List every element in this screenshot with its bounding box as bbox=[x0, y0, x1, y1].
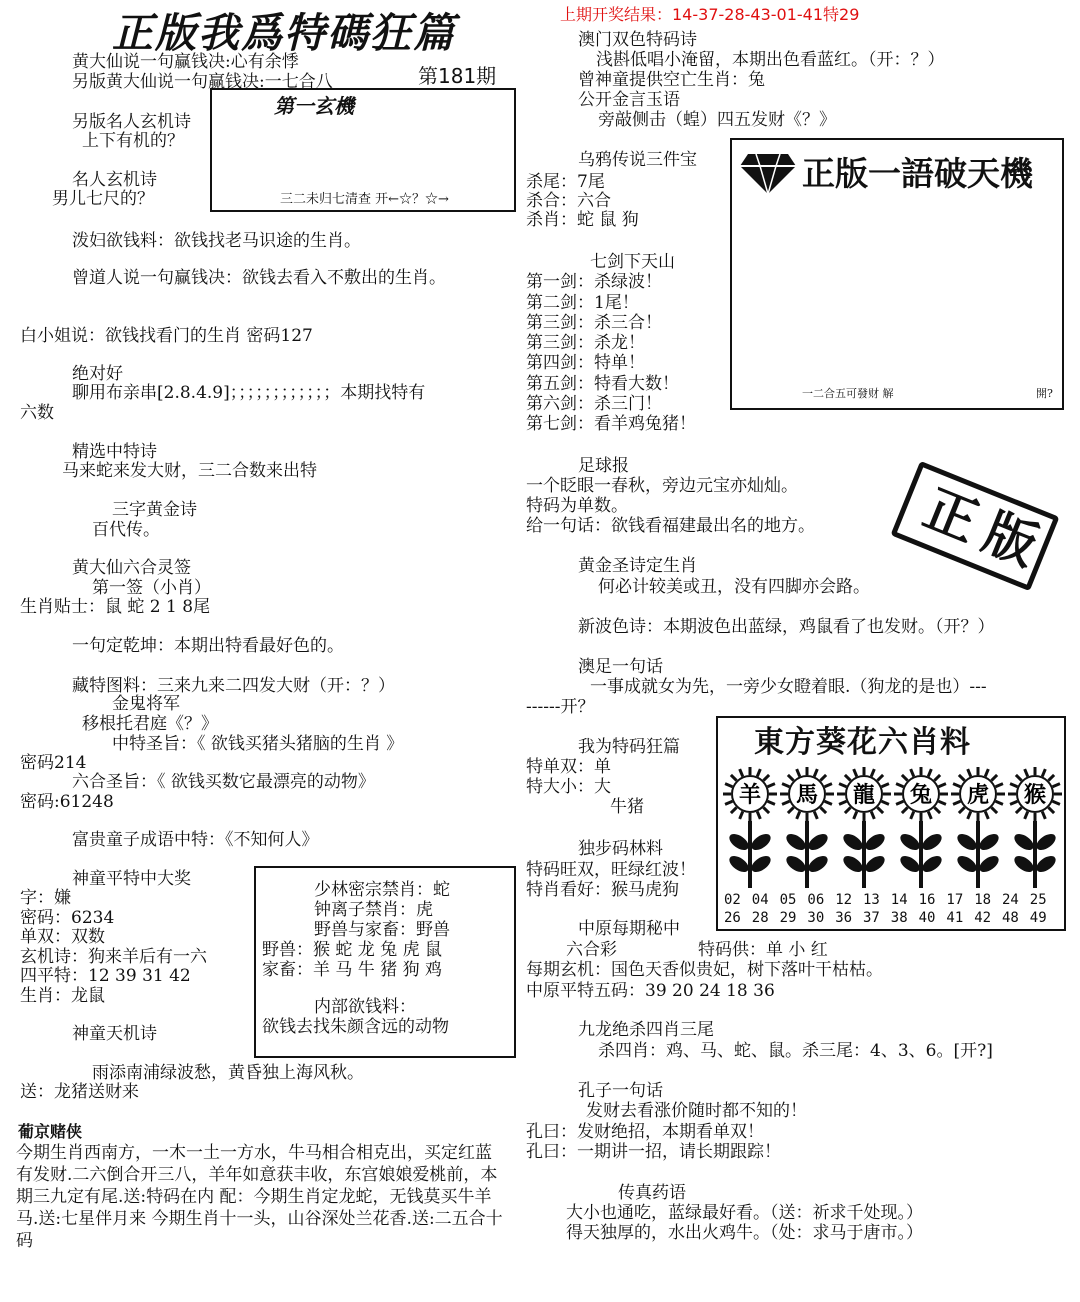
kuihua-number: 17 bbox=[946, 892, 964, 908]
left-line: 生肖贴士：鼠 蛇 2 1 8尾 bbox=[20, 597, 211, 617]
left-line: 白小姐说：欲钱找看门的生肖 密码127 bbox=[20, 326, 313, 346]
kuihua-number: 12 bbox=[835, 892, 853, 908]
yiyu-box bbox=[730, 138, 1064, 410]
right-line: 旁敲侧击（蝗）四五发财《？》 bbox=[598, 110, 836, 130]
kuihua-number: 48 bbox=[1002, 910, 1019, 926]
kuihua-box bbox=[716, 716, 1066, 931]
right-line: 公开金言玉语 bbox=[578, 90, 680, 110]
kuihua-number: 36 bbox=[835, 910, 853, 926]
right-line: 七剑下天山 bbox=[590, 252, 675, 272]
right-line: 一事成就女为先，一旁少女瞪着眼.（狗龙的是也）--- bbox=[590, 677, 987, 697]
left-line: 男儿七尺的？ bbox=[52, 189, 154, 209]
shaolin-box bbox=[254, 866, 516, 1058]
left-paragraph: 今期生肖西南方，一木一土一方水，牛马相合相克出，买定红蓝有发财.二六倒合开三八，羊年如意获丰收，东宫娘娘爱桃前，本期三九定有尾.送:特码在内 配：今期生肖定龙蛇，无钱莫买牛羊马.送:七星伴月来 今期生肖十一头，山谷深处兰花香.送:二五合十码 bbox=[16, 1143, 503, 1251]
right-line: 孔子一句话 bbox=[578, 1081, 663, 1101]
left-line: 一句定乾坤：本期出特看最好色的。 bbox=[72, 636, 344, 656]
left-line: 名人玄机诗 bbox=[72, 170, 157, 190]
right-line: 第二剑：1尾！ bbox=[526, 293, 639, 313]
left-line: 藏特图料：三来九来二四发大财（开：？） bbox=[72, 676, 395, 696]
left-line: 移根托君庭《？》 bbox=[82, 714, 218, 734]
left-line: 绝对好 bbox=[72, 364, 123, 384]
kuihua-number: 14 bbox=[890, 892, 908, 908]
shaolin-line: 内部欲钱料： bbox=[314, 997, 416, 1017]
last-result: 上期开奖结果：14-37-28-43-01-41特29 bbox=[560, 5, 860, 24]
sunflower-animal-label: 羊 bbox=[738, 783, 762, 808]
right-line: 新波色诗：本期波色出蓝绿，鸡鼠看了也发财。（开？） bbox=[578, 617, 995, 637]
right-line: 六合彩 bbox=[566, 940, 617, 960]
number-row bbox=[724, 910, 1064, 928]
xuanji-box bbox=[210, 88, 516, 212]
kuihua-number: 02 bbox=[724, 892, 741, 908]
shaolin-line: 钟离子禁肖：虎 bbox=[314, 900, 433, 920]
left-line: 黄大仙六合灵签 bbox=[72, 558, 191, 578]
kuihua-number: 30 bbox=[807, 910, 825, 926]
left-line: 雨添南浦绿波愁，黄昏独上海风秋。 bbox=[92, 1063, 364, 1083]
right-line: 澳门双色特码诗 bbox=[578, 30, 697, 50]
kuihua-title: 東方葵花六肖料 bbox=[754, 725, 971, 760]
kuihua-number: 06 bbox=[807, 892, 825, 908]
right-line: 传真药语 bbox=[618, 1183, 686, 1203]
right-line: 杀尾：7尾 bbox=[526, 172, 605, 192]
right-line: 乌鸦传说三件宝 bbox=[578, 150, 697, 170]
left-line: 神童平特中大奖 bbox=[72, 869, 191, 889]
yiyu-footer: 一二合五可發财 解 bbox=[802, 387, 894, 400]
right-line: 特码为单数。 bbox=[526, 496, 628, 516]
right-line: 一个眨眼一春秋，旁边元宝亦灿灿。 bbox=[526, 476, 798, 496]
left-line: 另版黄大仙说一句赢钱决:一七合八 bbox=[72, 72, 333, 92]
right-line: 杀合：六合 bbox=[526, 191, 611, 211]
number-row bbox=[724, 892, 1064, 910]
left-line: 神童天机诗 bbox=[72, 1024, 157, 1044]
xuanji-footer: 三二未归七清查 开←☆？☆→ bbox=[280, 192, 449, 207]
left-line: 泼妇欲钱料：欲钱找老马识途的生肖。 bbox=[72, 231, 361, 251]
right-line: 杀四肖：鸡、马、蛇、鼠。杀三尾：4、3、6。[开?] bbox=[598, 1041, 993, 1061]
left-line: 送：龙猪送财来 bbox=[20, 1082, 139, 1102]
diamond-icon bbox=[738, 152, 798, 196]
right-line: 给一句话：欲钱看福建最出名的地方。 bbox=[526, 516, 815, 536]
right-line: 第一剑：杀绿波！ bbox=[526, 272, 662, 292]
left-line: 生肖：龙鼠 bbox=[20, 986, 105, 1006]
left-line: 四平特：12 39 31 42 bbox=[20, 966, 191, 986]
left-line: 金鬼将军 bbox=[112, 694, 180, 714]
left-line: 三字黄金诗 bbox=[112, 500, 197, 520]
left-line: 玄机诗：狗来羊后有一六 bbox=[20, 947, 207, 967]
sunflower-animal-label: 虎 bbox=[966, 783, 990, 808]
right-line: 中原每期秘中 bbox=[578, 919, 680, 939]
sunflower-animal-label: 馬 bbox=[795, 783, 819, 808]
left-line: 密码:61248 bbox=[20, 792, 114, 812]
kuihua-number: 40 bbox=[918, 910, 936, 926]
kuihua-number: 29 bbox=[779, 910, 797, 926]
xuanji-title: 第一玄機 bbox=[274, 94, 354, 118]
sunflower-animal-label: 龍 bbox=[852, 783, 876, 808]
right-line: 第七剑：看羊鸡兔猪！ bbox=[526, 414, 696, 434]
left-line: 密码：6234 bbox=[20, 908, 115, 928]
right-line: 第四剑：特单！ bbox=[526, 353, 645, 373]
zhengban-stamp bbox=[890, 461, 1059, 591]
left-line: 另版名人玄机诗 bbox=[72, 112, 191, 132]
right-line: 独步码林料 bbox=[578, 839, 663, 859]
right-line: 特单双：单 bbox=[526, 757, 611, 777]
right-line: 杀肖：蛇 鼠 狗 bbox=[526, 210, 639, 230]
kuihua-number: 18 bbox=[974, 892, 992, 908]
shaolin-line: 少林密宗禁肖：蛇 bbox=[314, 880, 450, 900]
kuihua-number: 05 bbox=[779, 892, 797, 908]
sunflower-animal-label: 兔 bbox=[909, 783, 933, 808]
sunflower-icon bbox=[837, 767, 891, 888]
right-line: 孔曰：发财绝招，本期看单双！ bbox=[526, 1122, 764, 1142]
left-line: 中特圣旨：《 欲钱买猪头猪脑的生肖 》 bbox=[112, 734, 404, 754]
right-line: 足球报 bbox=[578, 456, 629, 476]
sunflower-icon bbox=[951, 767, 1005, 888]
issue-number: 第181期 bbox=[418, 64, 497, 88]
left-line: 字：嫌 bbox=[20, 888, 71, 908]
left-line: 单双：双数 bbox=[20, 927, 105, 947]
kuihua-number: 13 bbox=[863, 892, 880, 908]
sunflower-icon bbox=[780, 767, 834, 888]
shaolin-line: 野兽：猴 蛇 龙 兔 虎 鼠 bbox=[262, 940, 443, 960]
kuihua-number: 24 bbox=[1002, 892, 1019, 908]
right-line: 特大小：大 bbox=[526, 777, 611, 797]
kuihua-number: 28 bbox=[751, 910, 769, 926]
kuihua-number: 37 bbox=[863, 910, 880, 926]
kuihua-number: 42 bbox=[974, 910, 992, 926]
sunflower-row bbox=[722, 764, 1062, 890]
right-line: 何必计较美或丑，没有四脚亦会路。 bbox=[598, 577, 870, 597]
right-line: 得天独厚的，水出火鸡牛。（处：求马于唐市。） bbox=[566, 1223, 923, 1243]
right-line: 特码旺双，旺绿红波！ bbox=[526, 860, 696, 880]
yiyu-footer-open: 開? bbox=[1036, 387, 1053, 400]
left-line: 马来蛇来发大财，三二合数来出特 bbox=[62, 461, 317, 481]
sunflower-graphic bbox=[722, 764, 1062, 890]
right-line: 中原平特五码：39 20 24 18 36 bbox=[526, 981, 775, 1001]
right-line: 九龙绝杀四肖三尾 bbox=[578, 1020, 714, 1040]
left-line: 富贵童子成语中特：《不知何人》 bbox=[72, 830, 319, 850]
left-line: 葡京赌侠 bbox=[18, 1122, 83, 1141]
right-line: 第三剑：杀龙！ bbox=[526, 333, 645, 353]
shaolin-line: 家畜：羊 马 牛 猪 狗 鸡 bbox=[262, 960, 443, 980]
right-line: 澳足一句话 bbox=[578, 657, 663, 677]
kuihua-number: 41 bbox=[946, 910, 964, 926]
right-line: 牛猪 bbox=[610, 797, 644, 817]
right-line: 浅斟低唱小淹留，本期出色看蓝红。（开：？） bbox=[596, 50, 945, 70]
sunflower-animal-label: 猴 bbox=[1023, 783, 1047, 808]
left-line: 第一签（小肖） bbox=[92, 578, 211, 598]
sunflower-icon bbox=[894, 767, 948, 888]
kuihua-number: 16 bbox=[918, 892, 936, 908]
right-line: 第六剑：杀三门！ bbox=[526, 394, 662, 414]
kuihua-number: 04 bbox=[751, 892, 769, 908]
kuihua-number: 26 bbox=[724, 910, 741, 926]
right-line: 每期玄机：国色天香似贵妃，树下落叶干枯枯。 bbox=[526, 960, 883, 980]
left-line: 密码214 bbox=[20, 753, 87, 773]
stamp-text: 正版 bbox=[915, 478, 1057, 583]
left-line: 六合圣旨：《 欲钱买数它最漂亮的动物》 bbox=[72, 772, 375, 792]
right-line: 大小也通吃，蓝绿最好看。（送：祈求千处现。） bbox=[566, 1203, 923, 1223]
kuihua-number: 25 bbox=[1029, 892, 1047, 908]
right-line: 我为特码狂篇 bbox=[578, 737, 680, 757]
right-line: 发财去看涨价随时都不知的！ bbox=[586, 1101, 807, 1121]
right-line: 孔曰：一期讲一招，请长期跟踪！ bbox=[526, 1142, 781, 1162]
yiyu-title: 正版一語破天機 bbox=[802, 154, 1033, 193]
left-line: 上下有机的？ bbox=[82, 131, 184, 151]
left-line: 黄大仙说一句赢钱决:心有余悸 bbox=[72, 52, 299, 72]
right-line: 黄金圣诗定生肖 bbox=[578, 556, 697, 576]
kuihua-number: 38 bbox=[890, 910, 908, 926]
shaolin-line: 欲钱去找朱颜含远的动物 bbox=[262, 1017, 449, 1037]
left-line: 六数 bbox=[20, 403, 54, 423]
shaolin-line: 野兽与家畜：野兽 bbox=[314, 920, 450, 940]
right-line: 曾神童提供空亡生肖：兔 bbox=[578, 70, 765, 90]
page-title: 正版我爲特碼狂篇 bbox=[112, 9, 456, 57]
right-line: 特肖看好：猴马虎狗 bbox=[526, 880, 679, 900]
left-line: 精选中特诗 bbox=[72, 442, 157, 462]
sunflower-icon bbox=[723, 767, 777, 888]
right-line: ------开？ bbox=[526, 697, 595, 717]
right-line: 第五剑：特看大数！ bbox=[526, 374, 679, 394]
left-line: 百代传。 bbox=[92, 520, 160, 540]
sunflower-icon bbox=[1008, 767, 1062, 888]
left-line: 聊用布亲串[2.8.4.9]；；；；；；；；；；；；本期找特有 bbox=[72, 383, 426, 403]
right-line: 特码供：单 小 红 bbox=[698, 940, 828, 960]
right-line: 第三剑：杀三合！ bbox=[526, 313, 662, 333]
left-line: 曾道人说一句赢钱决：欲钱去看入不敷出的生肖。 bbox=[72, 268, 446, 288]
kuihua-number: 49 bbox=[1029, 910, 1047, 926]
